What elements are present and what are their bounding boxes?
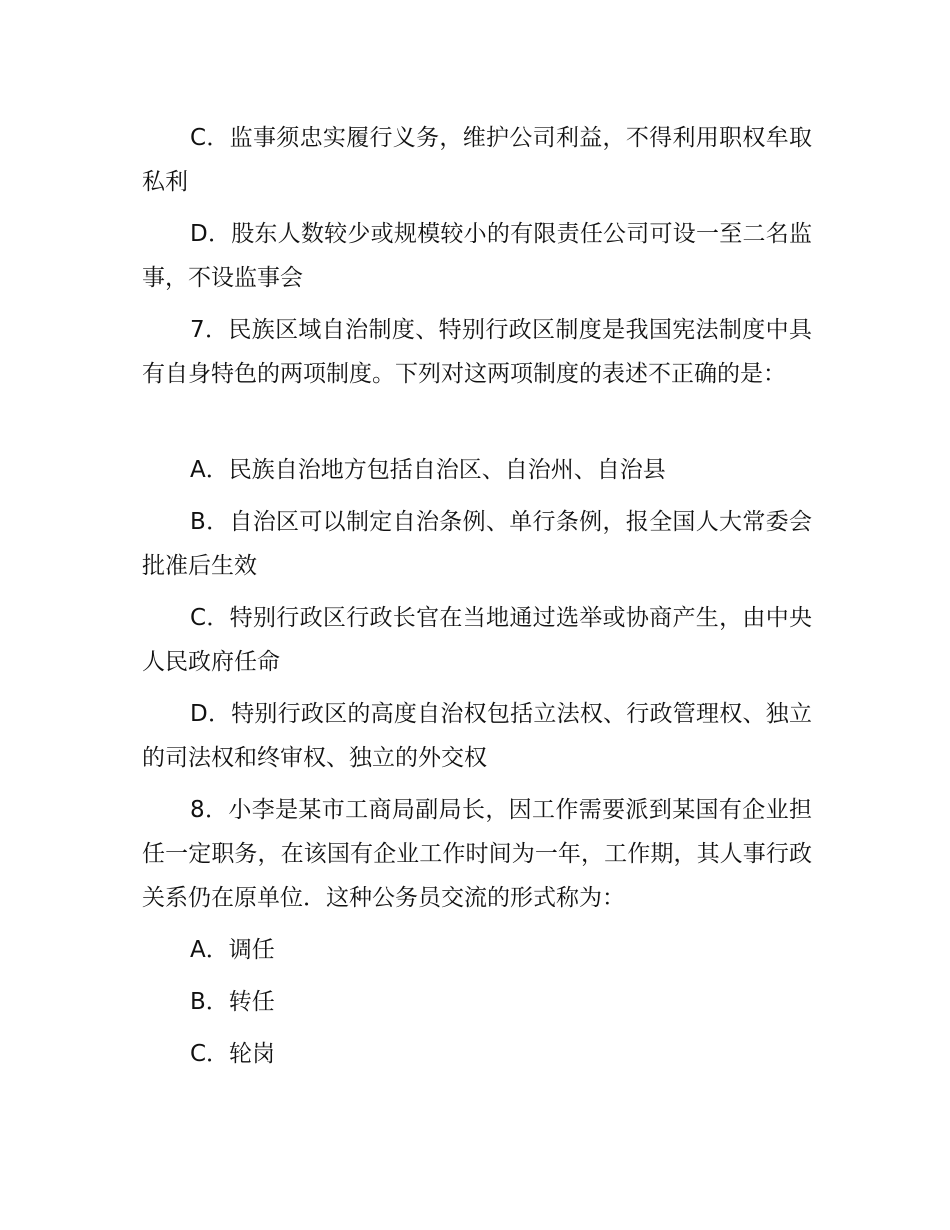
question-7-option-c: C．特别行政区行政长官在当地通过选举或协商产生，由中央人民政府任命 (142, 605, 812, 675)
question-7-stem: 7．民族区域自治制度、特别行政区制度是我国宪法制度中具有自身特色的两项制度。下列对这两项制度的表述不正确的是： (142, 317, 812, 387)
question-8-option-a: A．调任 (190, 937, 275, 963)
question-7-option-d: D．特别行政区的高度自治权包括立法权、行政管理权、独立的司法权和终审权、独立的外交权 (142, 701, 812, 771)
option-c-supervisor-duty: C．监事须忠实履行义务，维护公司利益，不得利用职权牟取私利 (142, 125, 812, 195)
question-8-option-b: B．转任 (190, 989, 275, 1015)
option-d-supervisor-number: D．股东人数较少或规模较小的有限责任公司可设一至二名监事，不设监事会 (142, 221, 812, 291)
question-8-option-c: C．轮岗 (190, 1041, 276, 1067)
question-7-option-a: A．民族自治地方包括自治区、自治州、自治县 (190, 457, 666, 483)
question-8-stem: 8．小李是某市工商局副局长，因工作需要派到某国有企业担任一定职务，在该国有企业工作时间为一年，工作期，其人事行政关系仍在原单位．这种公务员交流的形式称为： (142, 797, 812, 911)
question-7-option-b: B．自治区可以制定自治条例、单行条例，报全国人大常委会批准后生效 (142, 509, 812, 579)
